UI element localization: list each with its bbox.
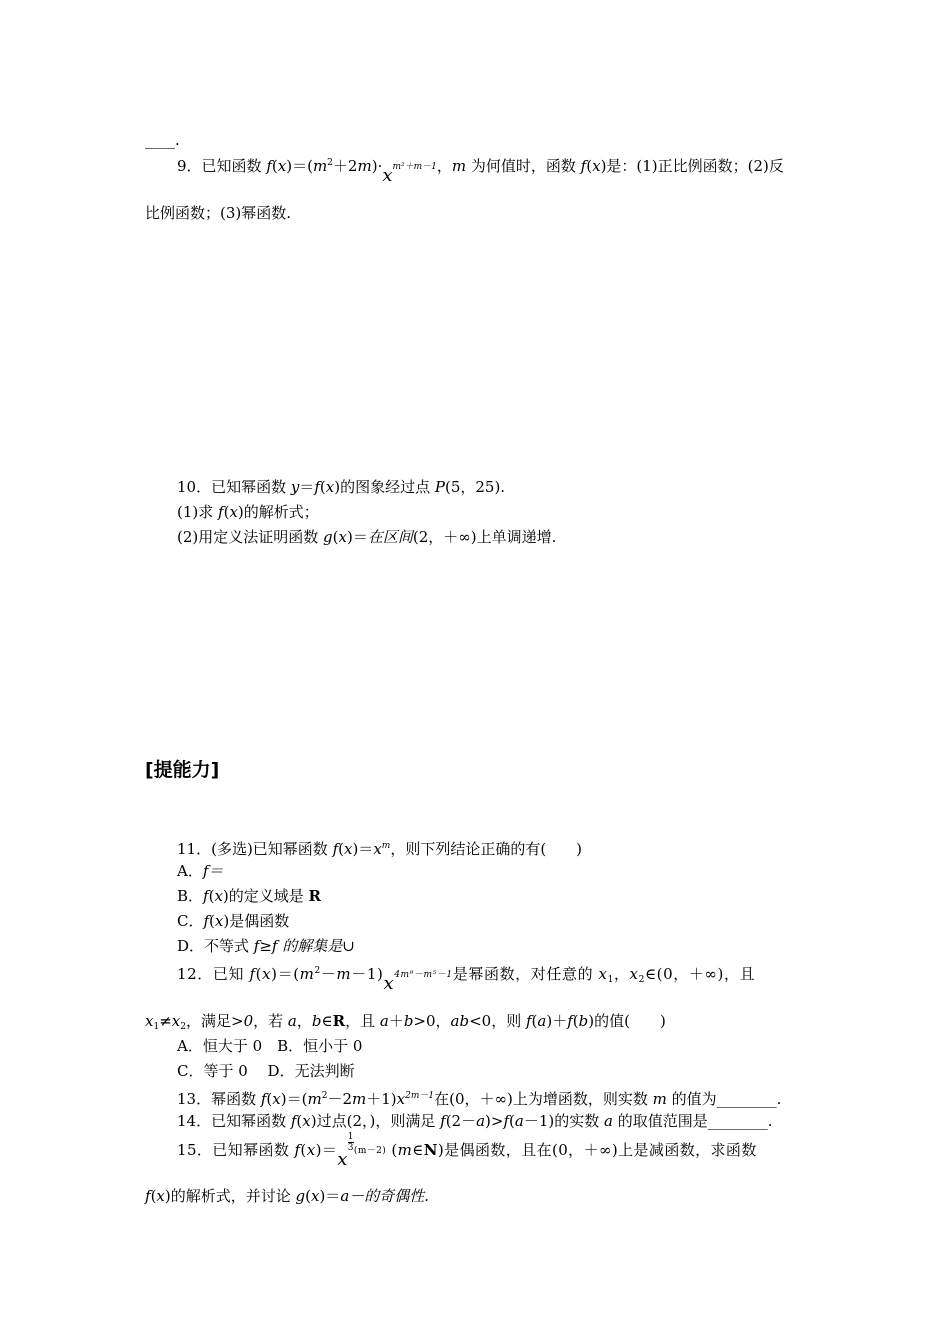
text: ( <box>305 1187 311 1205</box>
question-11-option-c <box>177 911 289 931</box>
var: f <box>314 478 320 496</box>
var: x <box>272 1090 281 1108</box>
text: ，且 <box>345 1012 380 1030</box>
text: ＋2 <box>332 157 358 175</box>
question-12-options-ab: A．恒大于 0 B．恒小于 0 <box>177 1037 363 1055</box>
text: )＝( <box>271 965 300 983</box>
var: f <box>218 503 224 521</box>
text: ，则下列结论正确的有( ) <box>390 840 583 858</box>
var: P <box>434 478 445 496</box>
text: ( <box>255 965 263 983</box>
text: 11．(多选)已知幂函数 <box>177 840 333 858</box>
fraction-denominator: 3 <box>347 1143 354 1153</box>
text: ( <box>319 478 326 496</box>
text: (2，＋∞)上单调递增. <box>412 528 557 546</box>
var: x <box>343 840 353 858</box>
text: ( <box>572 1012 579 1030</box>
var: a <box>287 1012 297 1030</box>
exponent: 4m⁹－m⁵－1 <box>394 970 453 980</box>
var: x <box>629 965 639 983</box>
text: )＝ <box>315 1141 338 1159</box>
superscript: m <box>381 841 391 851</box>
text: )的图象经过点 <box>334 478 435 496</box>
text: )＝( <box>280 1090 308 1108</box>
var: x <box>262 965 272 983</box>
text: ( <box>300 1141 307 1159</box>
question-9-line-1 <box>177 153 784 186</box>
text: 已知函数 <box>201 157 267 175</box>
text: ， <box>296 1012 312 1030</box>
question-10-line-3 <box>177 527 556 547</box>
text: )＝ <box>346 528 368 546</box>
text: )> <box>485 1112 504 1130</box>
question-12-line-1 <box>177 961 756 994</box>
text: ( <box>332 528 339 546</box>
text: 15．已知幂函数 <box>177 1141 295 1159</box>
question-11-option-a <box>177 861 223 881</box>
var: m <box>312 157 328 175</box>
var: m <box>451 157 467 175</box>
var: m <box>652 1090 667 1108</box>
text: ( <box>271 157 278 175</box>
text: ，满足 <box>185 1012 231 1030</box>
var: a <box>514 1112 524 1130</box>
var: f <box>332 840 339 858</box>
text: )过点(2，)，则满足 <box>310 1112 441 1130</box>
text: 12．已知 <box>177 965 250 983</box>
question-10-line-2 <box>177 502 319 522</box>
text: －1)的实数 <box>523 1112 605 1130</box>
var: x <box>338 528 347 546</box>
question-11-option-d <box>177 936 355 956</box>
text: (1)求 <box>177 503 219 521</box>
var: x <box>382 165 393 186</box>
var: x <box>396 1090 406 1108</box>
text: 在(0，＋∞)上为增函数，则实数 <box>434 1090 653 1108</box>
text: ( <box>266 1090 273 1108</box>
var: m <box>299 965 315 983</box>
var: f <box>260 1090 267 1108</box>
set-symbol: N <box>423 1141 438 1159</box>
text: )是偶函数，且在(0，＋∞)上是减函数，求函数 <box>437 1141 757 1159</box>
text: 在区间 <box>367 528 413 546</box>
var: x <box>310 1187 320 1205</box>
var: f <box>525 1012 532 1030</box>
superscript: 2 <box>321 1091 328 1101</box>
text: ＋1) <box>366 1090 397 1108</box>
var: g <box>323 528 333 546</box>
subscript: 1 <box>153 1022 160 1032</box>
text: )· <box>371 157 383 175</box>
var: f <box>567 1012 573 1030</box>
subscript: 2 <box>180 1022 186 1032</box>
text: <0，则 <box>469 1012 526 1030</box>
text: 是幂函数，对任意的 <box>452 965 599 983</box>
var: m <box>397 1141 413 1159</box>
var: m <box>336 965 352 983</box>
var: a <box>379 1012 389 1030</box>
top-blank: ____. <box>145 131 180 149</box>
text: ( <box>296 1112 303 1130</box>
question-number: 9． <box>177 157 202 175</box>
text: ( <box>150 1187 157 1205</box>
var: x <box>325 478 335 496</box>
text: 为何值时，函数 <box>466 157 581 175</box>
text: ＋ <box>388 1012 404 1030</box>
var: f <box>580 157 587 175</box>
text: f＝ <box>202 862 224 880</box>
var: y <box>290 478 300 496</box>
text: )是：(1)正比例函数；(2)反 <box>600 157 784 175</box>
text: >0， <box>413 1012 451 1030</box>
var: m <box>357 157 372 175</box>
var: x <box>229 503 238 521</box>
question-15-line-2 <box>145 1186 429 1206</box>
superscript: 2 <box>314 966 321 976</box>
var: f <box>266 157 272 175</box>
exponent: 2m－1 <box>405 1091 435 1101</box>
question-12-options-cd: C．等于 0 D．无法判断 <box>177 1062 355 1080</box>
question-11-stem <box>177 836 582 859</box>
var: x <box>277 157 287 175</box>
text: －2 <box>327 1090 352 1108</box>
text: ( <box>509 1112 515 1130</box>
text: )的定义域是 <box>222 887 309 905</box>
var: a <box>476 1112 486 1130</box>
var: f <box>249 965 256 983</box>
text: A． <box>177 862 203 880</box>
section-heading: [提能力] <box>145 759 220 781</box>
superscript: 2 <box>327 158 333 168</box>
text: )＝( <box>286 157 313 175</box>
subscript: 2 <box>638 975 645 985</box>
var: b <box>403 1012 414 1030</box>
question-15-line-1 <box>177 1132 757 1170</box>
text: D．不等式 <box>177 937 254 955</box>
text: )的解析式； <box>237 503 319 521</box>
exponent: (m－2) <box>353 1146 387 1156</box>
text: ( <box>391 1141 398 1159</box>
var: a <box>604 1112 613 1130</box>
text: ， <box>613 965 630 983</box>
question-9-line-2: 比例函数；(3)幂函数. <box>145 204 292 222</box>
text: ＝ <box>299 478 315 496</box>
text: (2－ <box>445 1112 477 1130</box>
question-13 <box>177 1086 781 1109</box>
text: a－的奇偶性. <box>340 1187 430 1205</box>
question-12-line-2 <box>145 1011 666 1037</box>
text: )＋ <box>546 1012 568 1030</box>
var: x <box>306 1141 316 1159</box>
text: ( <box>208 887 215 905</box>
var: f <box>203 887 209 905</box>
text: －1) <box>351 965 384 983</box>
text: ∈ <box>412 1141 424 1159</box>
text: )＝ <box>352 840 374 858</box>
var: f <box>294 1141 301 1159</box>
text: )＝ <box>319 1187 341 1205</box>
text: )的值( ) <box>588 1012 666 1030</box>
text: 13．幂函数 <box>177 1090 261 1108</box>
text: )的解析式，并讨论 <box>164 1187 296 1205</box>
text: － <box>320 965 337 983</box>
text: 10．已知幂函数 <box>177 478 291 496</box>
question-10-line-1 <box>177 477 505 497</box>
exponent: m²＋m－1 <box>392 162 437 172</box>
text: ( <box>209 912 215 930</box>
var: ab <box>450 1012 470 1030</box>
var: f <box>503 1112 510 1130</box>
question-11-option-b <box>177 886 321 906</box>
text: 14．已知幂函数 <box>177 1112 291 1130</box>
var: x <box>337 1149 348 1170</box>
var: x <box>383 973 395 994</box>
text: ( <box>586 157 593 175</box>
text: )是偶函数 <box>223 912 290 930</box>
var: x <box>373 840 382 858</box>
var: x <box>214 887 223 905</box>
var: m <box>307 1090 322 1108</box>
text: B． <box>177 887 204 905</box>
question-14 <box>177 1111 773 1131</box>
var: g <box>295 1187 306 1205</box>
text: 的值为________. <box>666 1090 782 1108</box>
var: m <box>351 1090 367 1108</box>
var: x <box>171 1012 181 1030</box>
var: b <box>311 1012 322 1030</box>
var: x <box>302 1112 311 1130</box>
text: ， <box>436 157 452 175</box>
var: f <box>203 912 210 930</box>
text: 的取值范围是________. <box>612 1112 773 1130</box>
text: >0 <box>231 1012 254 1030</box>
text: ≠ <box>159 1012 172 1030</box>
var: f <box>290 1112 297 1130</box>
text: ，若 <box>253 1012 288 1030</box>
text: ( <box>338 840 344 858</box>
var: b <box>578 1012 589 1030</box>
fraction-numerator: 1 <box>347 1132 354 1142</box>
var: x <box>598 965 608 983</box>
text: (2)用定义法证明函数 <box>177 528 324 546</box>
text: ( <box>223 503 230 521</box>
var: x <box>214 912 224 930</box>
var: x <box>592 157 601 175</box>
fraction-exponent <box>348 1132 354 1153</box>
var: f <box>145 1187 151 1205</box>
var: x <box>145 1012 154 1030</box>
set-symbol: R <box>332 1012 346 1030</box>
text: (5，25). <box>444 478 506 496</box>
text: ∈(0，＋∞)，且 <box>644 965 756 983</box>
subscript: 1 <box>607 975 614 985</box>
var: a <box>537 1012 547 1030</box>
text: f≥f 的解集是∪ <box>253 937 355 955</box>
var: f <box>440 1112 446 1130</box>
text: ( <box>531 1012 538 1030</box>
set-symbol: R <box>308 887 322 905</box>
text: ∈ <box>321 1012 333 1030</box>
text: C． <box>177 912 204 930</box>
var: x <box>156 1187 165 1205</box>
